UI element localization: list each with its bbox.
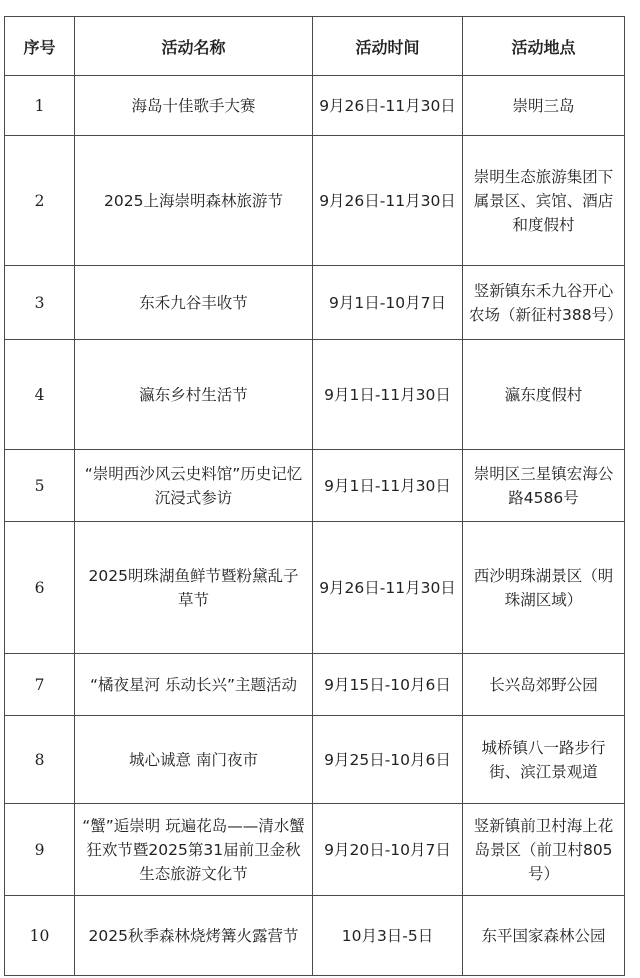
- event-name: “橘夜星河 乐动长兴”主题活动: [75, 654, 313, 716]
- event-time: 10月3日-5日: [313, 896, 463, 976]
- event-time: 9月1日-11月30日: [313, 450, 463, 522]
- table-row: [5, 896, 625, 976]
- table-row: [5, 136, 625, 266]
- row-number: 7: [5, 654, 75, 716]
- event-location: 西沙明珠湖景区（明珠湖区域）: [463, 522, 625, 654]
- event-name: “崇明西沙风云史料馆”历史记忆沉浸式参访: [75, 450, 313, 522]
- event-location: 瀛东度假村: [463, 340, 625, 450]
- event-name: 东禾九谷丰收节: [75, 266, 313, 340]
- table-row: [5, 522, 625, 654]
- event-location: 竖新镇东禾九谷开心农场（新征村388号）: [463, 266, 625, 340]
- table-row: [5, 340, 625, 450]
- table-row: [5, 654, 625, 716]
- events-table: [4, 16, 625, 976]
- event-time: 9月25日-10月6日: [313, 716, 463, 804]
- event-location: 长兴岛郊野公园: [463, 654, 625, 716]
- row-number: 2: [5, 136, 75, 266]
- event-location: 东平国家森林公园: [463, 896, 625, 976]
- event-location: 竖新镇前卫村海上花岛景区（前卫村805号）: [463, 804, 625, 896]
- table-header-row: [5, 17, 625, 76]
- table-row: [5, 716, 625, 804]
- event-time: 9月26日-11月30日: [313, 522, 463, 654]
- table-row: [5, 804, 625, 896]
- event-time: 9月15日-10月6日: [313, 654, 463, 716]
- header-event-time: 活动时间: [313, 17, 463, 76]
- row-number: 1: [5, 76, 75, 136]
- event-time: 9月26日-11月30日: [313, 136, 463, 266]
- event-name: 瀛东乡村生活节: [75, 340, 313, 450]
- event-time: 9月1日-11月30日: [313, 340, 463, 450]
- event-time: 9月1日-10月7日: [313, 266, 463, 340]
- header-number: 序号: [5, 17, 75, 76]
- header-event-name: 活动名称: [75, 17, 313, 76]
- table-row: [5, 266, 625, 340]
- event-location: 崇明三岛: [463, 76, 625, 136]
- row-number: 10: [5, 896, 75, 976]
- row-number: 5: [5, 450, 75, 522]
- table-row: [5, 450, 625, 522]
- event-name: 城心诚意 南门夜市: [75, 716, 313, 804]
- event-location: 崇明区三星镇宏海公路4586号: [463, 450, 625, 522]
- event-name: “蟹”逅崇明 玩遍花岛——清水蟹狂欢节暨2025第31届前卫金秋生态旅游文化节: [75, 804, 313, 896]
- event-name: 2025明珠湖鱼鲜节暨粉黛乱子草节: [75, 522, 313, 654]
- event-time: 9月26日-11月30日: [313, 76, 463, 136]
- event-name: 海岛十佳歌手大赛: [75, 76, 313, 136]
- event-name: 2025秋季森林烧烤篝火露营节: [75, 896, 313, 976]
- table-row: [5, 76, 625, 136]
- event-location: 崇明生态旅游集团下属景区、宾馆、酒店和度假村: [463, 136, 625, 266]
- header-event-location: 活动地点: [463, 17, 625, 76]
- row-number: 8: [5, 716, 75, 804]
- event-time: 9月20日-10月7日: [313, 804, 463, 896]
- row-number: 9: [5, 804, 75, 896]
- row-number: 3: [5, 266, 75, 340]
- event-location: 城桥镇八一路步行街、滨江景观道: [463, 716, 625, 804]
- event-name: 2025上海崇明森林旅游节: [75, 136, 313, 266]
- row-number: 6: [5, 522, 75, 654]
- row-number: 4: [5, 340, 75, 450]
